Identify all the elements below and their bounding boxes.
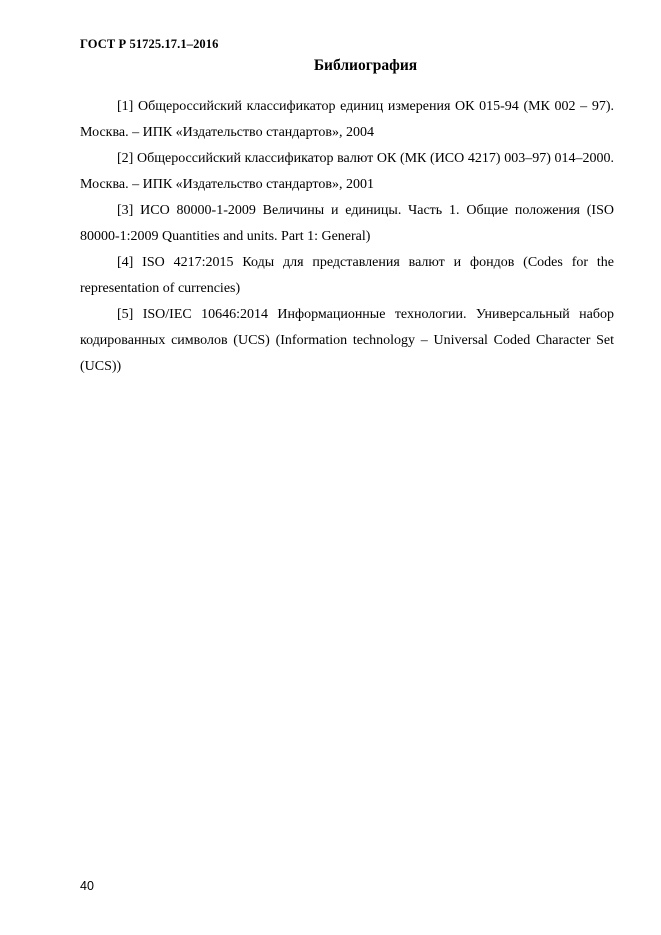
bibliography-entry-5 — [80, 302, 614, 380]
bibliography-entry-2 — [80, 146, 614, 198]
bibliography-entry-text: [2] Общероссийский классификатор валют ОК (МК (ИСО 4217) 003–97) 014–2000. Москва. – ИПК «Издательство стандартов», 2001 — [80, 151, 614, 192]
bibliography-entry-text: [3] ИСО 80000-1-2009 Величины и единицы. Часть 1. Общие положения (ISO 80000-1:2009 Quantities and units. Part 1: General) — [80, 203, 614, 244]
bibliography-entry-4 — [80, 250, 614, 302]
section-title: Библиография — [313, 57, 418, 74]
bibliography-entry-3 — [80, 198, 614, 250]
document-code-header: ГОСТ Р 51725.17.1–2016 — [80, 37, 219, 51]
bibliography-entry-text: [1] Общероссийский классификатор единиц измерения ОК 015-94 (МК 002 – 97). Москва. – ИПК «Издательство стандартов», 2004 — [80, 99, 614, 140]
page-number: 40 — [80, 879, 94, 893]
bibliography-list — [80, 94, 614, 380]
bibliography-entry-text: [4] ISO 4217:2015 Коды для представления валют и фондов (Codes for the representation of currencies) — [80, 255, 614, 296]
bibliography-entry-1 — [80, 94, 614, 146]
bibliography-entry-text: [5] ISO/IEC 10646:2014 Информационные технологии. Универсальный набор кодированных символов (UCS) (Information technology – Universal Coded Character Set (UCS)) — [80, 307, 614, 374]
